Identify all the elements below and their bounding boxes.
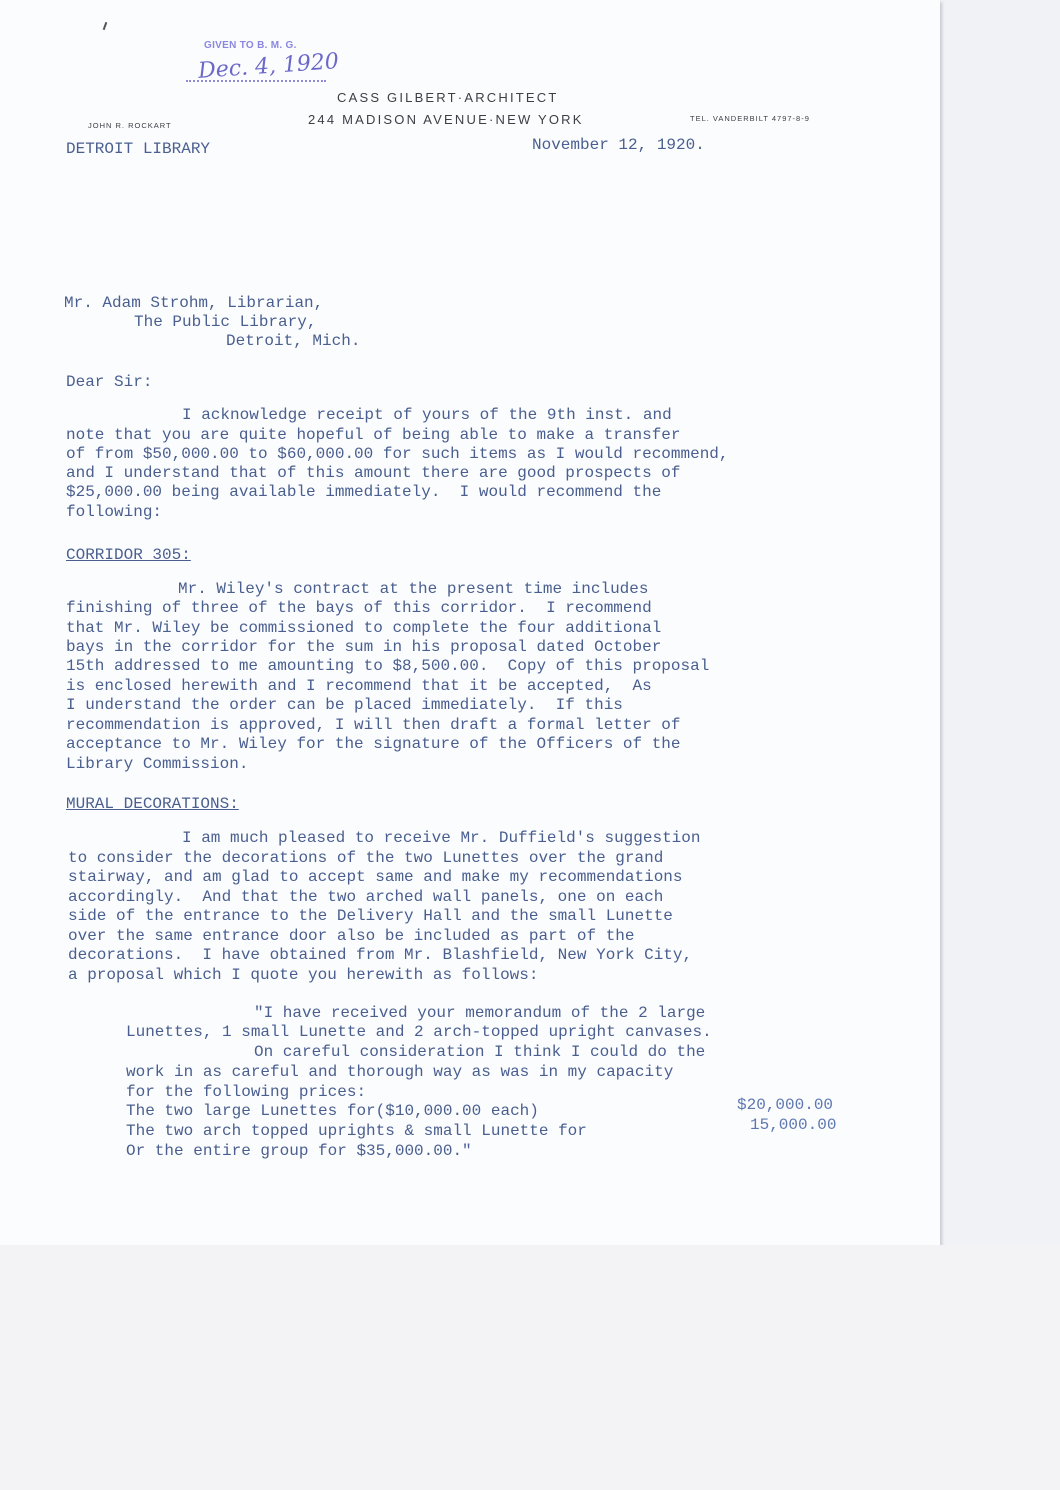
letterhead-address: 244 MADISON AVENUE·NEW YORK bbox=[308, 112, 584, 127]
intro-line: I acknowledge receipt of yours of the 9th inst. and bbox=[182, 406, 672, 424]
corridor-line: acceptance to Mr. Wiley for the signature of the Officers of the bbox=[66, 735, 681, 753]
mural-line: to consider the decorations of the two Lunettes over the grand bbox=[68, 849, 664, 867]
corridor-line: 15th addressed to me amounting to $8,500.00. Copy of this proposal bbox=[66, 657, 710, 675]
intro-line: $25,000.00 being available immediately. I would recommend the bbox=[66, 483, 662, 501]
corridor-line: finishing of three of the bays of this corridor. I recommend bbox=[66, 599, 652, 617]
reference-line: DETROIT LIBRARY bbox=[66, 140, 211, 158]
mural-line: a proposal which I quote you herewith as follows: bbox=[68, 966, 539, 984]
quote-line: "I have received your memorandum of the 2 large bbox=[254, 1004, 706, 1022]
intro-line: of from $50,000.00 to $60,000.00 for such items as I would recommend, bbox=[66, 445, 729, 463]
mural-line: side of the entrance to the Delivery Hall and the small Lunette bbox=[68, 907, 673, 925]
quote-line: The two arch topped uprights & small Lunette for bbox=[126, 1122, 587, 1140]
salutation: Dear Sir: bbox=[66, 373, 153, 391]
quote-line: On careful consideration I think I could do the bbox=[254, 1043, 706, 1061]
corridor-line: that Mr. Wiley be commissioned to complete the four additional bbox=[66, 619, 662, 637]
intro-line: note that you are quite hopeful of being able to make a transfer bbox=[66, 426, 681, 444]
mural-line: over the same entrance door also be included as part of the bbox=[68, 927, 635, 945]
quote-line: for the following prices: bbox=[126, 1083, 367, 1101]
recipient-city: Detroit, Mich. bbox=[226, 332, 361, 350]
quote-line: The two large Lunettes for($10,000.00 each) bbox=[126, 1102, 539, 1120]
corridor-line: is enclosed herewith and I recommend that it be accepted, As bbox=[66, 677, 652, 695]
corridor-line: Library Commission. bbox=[66, 755, 249, 773]
quote-line: work in as careful and thorough way as was in my capacity bbox=[126, 1063, 674, 1081]
letterhead-telephone: TEL. VANDERBILT 4797-8-9 bbox=[690, 114, 810, 123]
mural-line: stairway, and am glad to accept same and make my recommendations bbox=[68, 868, 683, 886]
intro-line: and I understand that of this amount there are good prospects of bbox=[66, 464, 681, 482]
received-stamp: GIVEN TO B. M. G. bbox=[204, 40, 297, 51]
mural-line: I am much pleased to receive Mr. Duffield's suggestion bbox=[182, 829, 701, 847]
stamp-dotted-line bbox=[186, 80, 326, 82]
section-heading-corridor: CORRIDOR 305: bbox=[66, 546, 191, 564]
letterhead-associate: JOHN R. ROCKART bbox=[88, 121, 172, 130]
stamp-date-handwritten: Dec. 4, 1920 bbox=[197, 49, 340, 84]
quote-line: Lunettes, 1 small Lunette and 2 arch-topped upright canvases. bbox=[126, 1023, 712, 1041]
recipient-name: Mr. Adam Strohm, Librarian, bbox=[64, 294, 324, 312]
background-surface bbox=[0, 1245, 1060, 1490]
letter-date: November 12, 1920. bbox=[532, 136, 705, 154]
pen-mark bbox=[103, 22, 108, 30]
corridor-line: I understand the order can be placed immediately. If this bbox=[66, 696, 623, 714]
letterhead-firm: CASS GILBERT·ARCHITECT bbox=[337, 90, 559, 105]
corridor-line: bays in the corridor for the sum in his proposal dated October bbox=[66, 638, 662, 656]
amount-uprights: 15,000.00 bbox=[750, 1116, 837, 1134]
corridor-line: recommendation is approved, I will then draft a formal letter of bbox=[66, 716, 681, 734]
recipient-institution: The Public Library, bbox=[134, 313, 317, 331]
amount-lunettes: $20,000.00 bbox=[737, 1096, 834, 1114]
mural-line: accordingly. And that the two arched wall panels, one on each bbox=[68, 888, 664, 906]
quote-line: Or the entire group for $35,000.00." bbox=[126, 1142, 472, 1160]
corridor-line: Mr. Wiley's contract at the present time includes bbox=[178, 580, 649, 598]
section-heading-mural: MURAL DECORATIONS: bbox=[66, 795, 239, 813]
intro-line: following: bbox=[66, 503, 163, 521]
mural-line: decorations. I have obtained from Mr. Blashfield, New York City, bbox=[68, 946, 693, 964]
